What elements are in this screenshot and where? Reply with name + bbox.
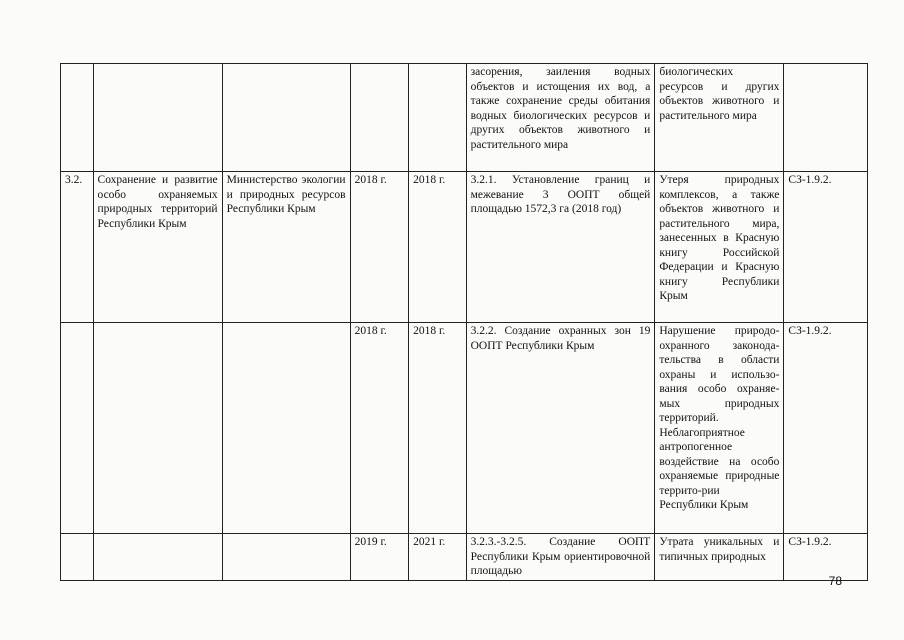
cell-name bbox=[93, 64, 222, 172]
table-row bbox=[61, 172, 868, 323]
cell-year-start: 2018 г. bbox=[350, 323, 409, 534]
cell-action: засорения, заиления водных объектов и истощения их вод, а также сохранение среды обитания водных биологических ресурсов и других объектов животного и растительного мира bbox=[466, 64, 655, 172]
cell-name bbox=[93, 534, 222, 581]
cell-year-end: 2018 г. bbox=[409, 172, 466, 323]
cell-number: 3.2. bbox=[61, 172, 94, 323]
cell-executor bbox=[222, 534, 350, 581]
cell-year-end: 2018 г. bbox=[409, 323, 466, 534]
cell-code: СЗ-1.9.2. bbox=[784, 323, 868, 534]
cell-code: СЗ-1.9.2. bbox=[784, 172, 868, 323]
page-number: 78 bbox=[828, 574, 842, 588]
program-table bbox=[60, 63, 868, 581]
cell-executor bbox=[222, 64, 350, 172]
cell-number bbox=[61, 534, 94, 581]
table-row bbox=[61, 534, 868, 581]
cell-executor: Министерство экологии и природных ресурсов Республики Крым bbox=[222, 172, 350, 323]
cell-risk: Нарушение природо-охранного законода-тельства в области охраны и использо-вания особо охраняе-мых природных территорий. Неблагоприятное антропогенное воздействие на особо охраняемые природные террито-рии Республики Крым bbox=[655, 323, 784, 534]
cell-number bbox=[61, 323, 94, 534]
cell-year-end: 2021 г. bbox=[409, 534, 466, 581]
cell-risk: Утрата уникальных и типичных природных bbox=[655, 534, 784, 581]
cell-name: Сохранение и развитие особо охраняемых природных территорий Республики Крым bbox=[93, 172, 222, 323]
cell-code: СЗ-1.9.2. bbox=[784, 534, 868, 581]
table-row bbox=[61, 64, 868, 172]
cell-year-end bbox=[409, 64, 466, 172]
cell-code bbox=[784, 64, 868, 172]
cell-number bbox=[61, 64, 94, 172]
cell-year-start bbox=[350, 64, 409, 172]
cell-executor bbox=[222, 323, 350, 534]
cell-risk: Утеря природных комплексов, а также объектов животного и растительного мира, занесенных в Красную книгу Российской Федерации и Красную книгу Республики Крым bbox=[655, 172, 784, 323]
cell-year-start: 2019 г. bbox=[350, 534, 409, 581]
cell-risk: биологических ресурсов и других объектов животного и растительного мира bbox=[655, 64, 784, 172]
cell-action: 3.2.3.-3.2.5. Создание ООПТ Республики Крым ориентировочной площадью bbox=[466, 534, 655, 581]
cell-name bbox=[93, 323, 222, 534]
table-row bbox=[61, 323, 868, 534]
cell-action: 3.2.1. Установление границ и межевание 3 ООПТ общей площадью 1572,3 га (2018 год) bbox=[466, 172, 655, 323]
cell-year-start: 2018 г. bbox=[350, 172, 409, 323]
cell-action: 3.2.2. Создание охранных зон 19 ООПТ Республики Крым bbox=[466, 323, 655, 534]
